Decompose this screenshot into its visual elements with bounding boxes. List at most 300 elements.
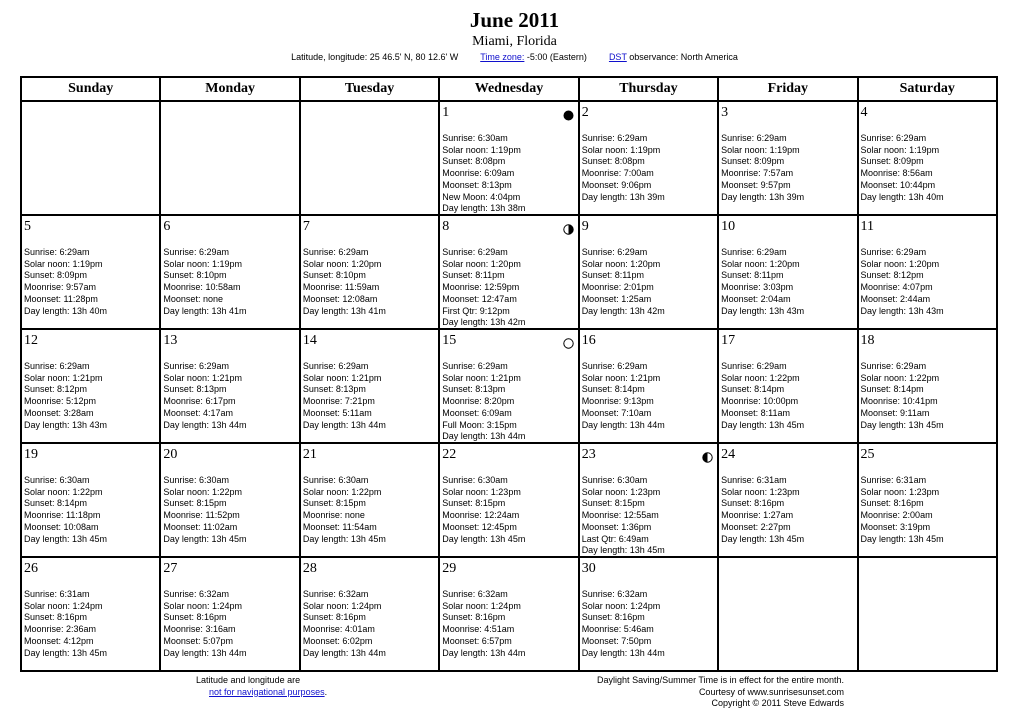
day-info bbox=[721, 475, 804, 545]
day-info-line: Moonset: 6:02pm bbox=[302, 635, 373, 646]
day-cell bbox=[718, 443, 857, 557]
day-info-line: Sunset: 8:11pm bbox=[442, 270, 505, 281]
day-cell bbox=[160, 329, 299, 443]
day-info-line: Day length: 13h 39m bbox=[721, 191, 805, 202]
day-info-line: Day length: 13h 44m bbox=[302, 419, 386, 430]
day-info bbox=[24, 361, 107, 431]
day-info-line: Moonrise: 6:09am bbox=[442, 168, 515, 179]
day-info-line: Sunrise: 6:32am bbox=[302, 589, 369, 599]
day-info-line: Day length: 13h 45m bbox=[24, 647, 108, 658]
day-info-line: Solar noon: 1:22pm bbox=[163, 486, 242, 497]
dst-note: Daylight Saving/Summer Time is in effect for the entire month. bbox=[597, 675, 844, 685]
day-info bbox=[163, 247, 246, 317]
day-info-line: Day length: 13h 45m bbox=[721, 533, 805, 544]
day-number: 15 bbox=[442, 333, 457, 348]
day-info-line: Moonrise: 4:07pm bbox=[860, 282, 933, 293]
day-info-line: Day length: 13h 43m bbox=[860, 305, 944, 316]
day-info-line: Solar noon: 1:21pm bbox=[302, 372, 382, 383]
day-info-line: First Qtr: 9:12pm bbox=[442, 305, 510, 316]
day-info bbox=[303, 475, 386, 545]
empty-day-cell bbox=[160, 101, 299, 215]
day-cell bbox=[21, 443, 160, 557]
day-info-line: Solar noon: 1:23pm bbox=[860, 486, 940, 497]
weekday-header-sunday: Sunday bbox=[21, 77, 160, 101]
day-info-line: Moonset: 7:50pm bbox=[581, 635, 652, 646]
day-number: 1 bbox=[442, 105, 450, 120]
weekday-header-tuesday: Tuesday bbox=[300, 77, 439, 101]
day-number: 26 bbox=[24, 561, 38, 576]
day-info-line: Sunrise: 6:29am bbox=[581, 361, 648, 371]
day-info-line: Day length: 13h 42m bbox=[581, 305, 665, 316]
day-info bbox=[442, 133, 525, 215]
day-info-line: Sunset: 8:14pm bbox=[721, 384, 785, 395]
day-info-line: Sunrise: 6:29am bbox=[860, 247, 927, 257]
latlong-text: Latitude, longitude: 25 46.5' N, 80 12.6' W bbox=[291, 52, 459, 62]
day-info-line: Solar noon: 1:20pm bbox=[581, 258, 661, 269]
nav-note-suffix: . bbox=[324, 686, 328, 697]
day-info-line: Sunset: 8:13pm bbox=[163, 384, 227, 395]
day-info bbox=[582, 589, 665, 659]
copyright-note: Copyright © 2011 Steve Edwards bbox=[711, 698, 844, 708]
week-row bbox=[21, 101, 997, 215]
latlong-note: Latitude and longitude are bbox=[196, 675, 301, 685]
empty-day-cell bbox=[718, 557, 857, 671]
day-info-line: Solar noon: 1:24pm bbox=[24, 600, 103, 611]
day-info-line: Sunrise: 6:29am bbox=[163, 361, 229, 371]
day-info-line: Sunrise: 6:30am bbox=[442, 475, 508, 485]
day-info-line: Day length: 13h 44m bbox=[163, 647, 247, 658]
day-info-line: Moonrise: 1:27am bbox=[721, 510, 794, 521]
day-info bbox=[582, 247, 665, 317]
day-info bbox=[582, 361, 665, 431]
day-info-line: Solar noon: 1:19pm bbox=[442, 144, 521, 155]
day-info-line: Moonrise: 3:03pm bbox=[721, 282, 794, 293]
day-info-line: Solar noon: 1:19pm bbox=[163, 258, 242, 269]
day-info-line: Sunrise: 6:29am bbox=[442, 361, 508, 371]
day-number: 13 bbox=[163, 333, 178, 348]
day-info-line: Sunrise: 6:29am bbox=[721, 133, 787, 143]
day-cell bbox=[439, 557, 578, 671]
day-number: 23 bbox=[581, 447, 596, 462]
day-cell bbox=[300, 443, 439, 557]
day-info-line: Sunrise: 6:29am bbox=[24, 247, 90, 257]
day-cell bbox=[579, 101, 718, 215]
day-info-line: Moonset: 4:12pm bbox=[24, 635, 94, 646]
day-info-line: Solar noon: 1:19pm bbox=[721, 144, 800, 155]
day-info bbox=[163, 589, 246, 659]
day-info-line: Moonset: 1:36pm bbox=[581, 521, 652, 532]
day-info-line: Sunset: 8:09pm bbox=[860, 156, 924, 167]
day-info-line: Day length: 13h 44m bbox=[442, 431, 526, 442]
empty-day-cell bbox=[21, 101, 160, 215]
day-info-line: Moonrise: 11:18pm bbox=[24, 510, 101, 521]
day-number: 24 bbox=[721, 447, 736, 462]
day-info-line: Day length: 13h 45m bbox=[442, 533, 526, 544]
day-info-line: Solar noon: 1:21pm bbox=[24, 372, 103, 383]
day-info-line: Moonrise: 10:58am bbox=[163, 282, 241, 293]
day-cell bbox=[160, 443, 299, 557]
day-info-line: Moonset: 8:13pm bbox=[442, 179, 512, 190]
day-info-line: Moonrise: 10:41pm bbox=[860, 396, 938, 407]
day-info-line: Day length: 13h 44m bbox=[442, 647, 526, 658]
day-info-line: Solar noon: 1:21pm bbox=[581, 372, 661, 383]
day-cell bbox=[579, 557, 718, 671]
day-info-line: Solar noon: 1:24pm bbox=[581, 600, 661, 611]
day-info-line: Moonset: 9:11am bbox=[860, 407, 930, 418]
day-number: 11 bbox=[860, 219, 875, 234]
weekday-header-thursday: Thursday bbox=[579, 77, 718, 101]
day-cell bbox=[439, 443, 578, 557]
day-number: 29 bbox=[442, 561, 457, 576]
day-number: 14 bbox=[302, 333, 317, 348]
day-number: 17 bbox=[721, 333, 736, 348]
day-info-line: Day length: 13h 39m bbox=[581, 191, 665, 202]
day-info-line: Moonset: 9:06pm bbox=[581, 179, 652, 190]
day-info-line: Sunset: 8:08pm bbox=[442, 156, 506, 167]
day-info-line: Day length: 13h 40m bbox=[860, 191, 944, 202]
day-cell bbox=[579, 329, 718, 443]
nav-note-line bbox=[196, 687, 327, 699]
day-info-line: Solar noon: 1:20pm bbox=[721, 258, 800, 269]
day-info-line: Moonset: 2:44am bbox=[860, 293, 931, 304]
day-number: 28 bbox=[302, 561, 317, 576]
day-info-line: Day length: 13h 44m bbox=[302, 647, 386, 658]
day-number: 6 bbox=[163, 219, 171, 234]
day-cell bbox=[858, 101, 997, 215]
week-row bbox=[21, 557, 997, 671]
day-info bbox=[24, 475, 107, 545]
day-info-line: Moonrise: 11:59am bbox=[302, 282, 380, 293]
day-info-line: Sunrise: 6:29am bbox=[581, 133, 648, 143]
empty-day-cell bbox=[300, 101, 439, 215]
day-info-line: Moonset: 8:11am bbox=[721, 407, 790, 418]
day-info-line: Sunrise: 6:30am bbox=[442, 133, 508, 143]
full-moon-icon bbox=[563, 336, 574, 347]
day-info-line: Moonset: 6:57pm bbox=[442, 635, 512, 646]
day-info-line: Moonset: 12:47am bbox=[442, 293, 517, 304]
day-number: 30 bbox=[581, 561, 596, 576]
day-info-line: Sunrise: 6:29am bbox=[302, 361, 369, 371]
day-info-line: Day length: 13h 40m bbox=[24, 305, 108, 316]
day-info-line: New Moon: 4:04pm bbox=[442, 191, 521, 202]
day-info bbox=[582, 133, 665, 203]
day-info-line: Sunset: 8:11pm bbox=[721, 270, 784, 281]
day-cell bbox=[718, 329, 857, 443]
day-info-line: Moonrise: 10:00pm bbox=[721, 396, 799, 407]
day-number: 3 bbox=[721, 105, 729, 120]
location-info-line bbox=[0, 51, 1029, 63]
day-info-line: Sunset: 8:08pm bbox=[581, 156, 645, 167]
day-info-line: Moonset: 3:28am bbox=[24, 407, 94, 418]
day-number: 10 bbox=[721, 219, 736, 234]
day-number: 16 bbox=[581, 333, 596, 348]
day-info-line: Solar noon: 1:21pm bbox=[442, 372, 521, 383]
day-info-line: Solar noon: 1:23pm bbox=[721, 486, 800, 497]
day-info-line: Day length: 13h 38m bbox=[442, 203, 526, 214]
day-info-line: Sunrise: 6:30am bbox=[581, 475, 648, 485]
day-info-line: Solar noon: 1:23pm bbox=[581, 486, 661, 497]
day-info bbox=[442, 475, 525, 545]
day-cell bbox=[21, 557, 160, 671]
day-info-line: Moonset: 2:04am bbox=[721, 293, 791, 304]
day-info-line: Sunrise: 6:32am bbox=[442, 589, 508, 599]
day-cell bbox=[160, 215, 299, 329]
day-info-line: Day length: 13h 45m bbox=[860, 419, 944, 430]
navigational-purposes-link[interactable]: not for navigational purposes bbox=[209, 686, 325, 697]
day-info-line: Moonset: 10:08am bbox=[24, 521, 99, 532]
day-info-line: Moonset: 6:09am bbox=[442, 407, 512, 418]
day-cell bbox=[21, 215, 160, 329]
day-info-line: Sunset: 8:15pm bbox=[302, 498, 366, 509]
day-info-line: Solar noon: 1:24pm bbox=[302, 600, 382, 611]
day-number: 19 bbox=[24, 447, 38, 462]
new-moon-icon bbox=[563, 108, 574, 119]
day-cell bbox=[579, 215, 718, 329]
day-info-line: Sunrise: 6:29am bbox=[860, 361, 927, 371]
day-info-line: Solar noon: 1:20pm bbox=[860, 258, 940, 269]
dst-link[interactable]: DST bbox=[608, 52, 627, 62]
day-info-line: Moonrise: 12:55am bbox=[581, 510, 659, 521]
day-number: 5 bbox=[24, 219, 31, 234]
day-info bbox=[303, 247, 386, 317]
day-info-line: Moonrise: 12:59pm bbox=[442, 282, 520, 293]
day-info-line: Moonrise: 3:16am bbox=[163, 624, 236, 635]
week-row bbox=[21, 215, 997, 329]
day-info-line: Sunset: 8:16pm bbox=[581, 612, 645, 623]
day-info-line: Solar noon: 1:24pm bbox=[442, 600, 521, 611]
day-info-line: Day length: 13h 45m bbox=[581, 545, 665, 556]
day-info-line: Sunrise: 6:32am bbox=[581, 589, 648, 599]
day-info-line: Moonset: 12:45pm bbox=[442, 521, 517, 532]
week-row bbox=[21, 443, 997, 557]
credits-footnote bbox=[540, 675, 844, 710]
day-info-line: Moonset: 7:10am bbox=[581, 407, 652, 418]
day-number: 12 bbox=[24, 333, 38, 348]
day-info-line: Sunrise: 6:31am bbox=[860, 475, 927, 485]
day-info-line: Sunset: 8:14pm bbox=[860, 384, 924, 395]
day-info-line: Day length: 13h 45m bbox=[24, 533, 108, 544]
day-number: 7 bbox=[302, 219, 310, 234]
day-info-line: Sunset: 8:09pm bbox=[24, 270, 88, 281]
latlong-footnote bbox=[196, 675, 327, 698]
day-info-line: Moonrise: 9:13pm bbox=[581, 396, 654, 407]
day-number: 21 bbox=[302, 447, 317, 462]
day-cell bbox=[439, 215, 578, 329]
day-info bbox=[24, 247, 107, 317]
day-info-line: Last Qtr: 6:49am bbox=[581, 533, 649, 544]
day-info-line: Moonset: 11:54am bbox=[302, 521, 377, 532]
day-info-line: Day length: 13h 45m bbox=[721, 419, 805, 430]
day-info-line: Sunset: 8:16pm bbox=[860, 498, 924, 509]
day-cell bbox=[439, 329, 578, 443]
week-row bbox=[21, 329, 997, 443]
day-cell bbox=[160, 557, 299, 671]
day-info-line: Moonrise: 5:12pm bbox=[24, 396, 97, 407]
day-info-line: Sunrise: 6:31am bbox=[721, 475, 787, 485]
day-info bbox=[861, 361, 944, 431]
calendar-grid bbox=[20, 76, 998, 672]
day-info-line: Sunset: 8:12pm bbox=[24, 384, 88, 395]
day-info-line: Solar noon: 1:23pm bbox=[442, 486, 521, 497]
day-cell bbox=[718, 101, 857, 215]
day-info-line: Sunset: 8:13pm bbox=[442, 384, 506, 395]
day-info bbox=[442, 247, 525, 329]
day-info-line: Day length: 13h 41m bbox=[163, 305, 247, 316]
day-info-line: Sunset: 8:13pm bbox=[302, 384, 366, 395]
day-info-line: Sunrise: 6:29am bbox=[721, 247, 787, 257]
day-info-line: Full Moon: 3:15pm bbox=[442, 419, 517, 430]
day-info-line: Moonrise: 12:24am bbox=[442, 510, 520, 521]
day-cell bbox=[439, 101, 578, 215]
day-info-line: Sunset: 8:10pm bbox=[163, 270, 227, 281]
day-info-line: Moonset: 12:08am bbox=[302, 293, 378, 304]
day-cell bbox=[718, 215, 857, 329]
empty-day-cell bbox=[858, 557, 997, 671]
day-cell bbox=[300, 215, 439, 329]
day-info-line: Solar noon: 1:22pm bbox=[721, 372, 800, 383]
day-info-line: Solar noon: 1:20pm bbox=[302, 258, 382, 269]
page-title: June 2011 bbox=[469, 8, 560, 32]
day-info-line: Sunrise: 6:30am bbox=[24, 475, 90, 485]
day-info bbox=[721, 361, 804, 431]
day-number: 9 bbox=[581, 219, 589, 234]
day-info-line: Moonrise: none bbox=[302, 510, 365, 521]
last-quarter-moon-icon bbox=[702, 450, 713, 461]
day-info bbox=[721, 133, 804, 203]
day-info-line: Moonset: 11:02am bbox=[163, 521, 238, 532]
day-number: 20 bbox=[163, 447, 178, 462]
day-info-line: Moonrise: 8:56am bbox=[860, 168, 933, 179]
day-info-line: Moonset: none bbox=[163, 293, 223, 304]
weekday-header-monday: Monday bbox=[160, 77, 299, 101]
day-info-line: Sunset: 8:16pm bbox=[442, 612, 506, 623]
day-info-line: Sunset: 8:16pm bbox=[721, 498, 785, 509]
day-cell bbox=[858, 329, 997, 443]
day-info-line: Sunset: 8:09pm bbox=[721, 156, 785, 167]
day-cell bbox=[300, 329, 439, 443]
day-info-line: Sunset: 8:12pm bbox=[860, 270, 924, 281]
day-info bbox=[303, 361, 386, 431]
day-info-line: Moonrise: 4:01am bbox=[302, 624, 375, 635]
day-info-line: Moonrise: 8:20pm bbox=[442, 396, 515, 407]
day-number: 18 bbox=[860, 333, 875, 348]
day-info-line: Moonrise: 11:52pm bbox=[163, 510, 240, 521]
day-info-line: Sunset: 8:16pm bbox=[302, 612, 366, 623]
day-info bbox=[861, 133, 944, 203]
day-info-line: Moonset: 11:28pm bbox=[24, 293, 98, 304]
day-cell bbox=[858, 215, 997, 329]
day-info-line: Day length: 13h 41m bbox=[302, 305, 386, 316]
day-info-line: Sunset: 8:15pm bbox=[442, 498, 506, 509]
day-info-line: Sunset: 8:16pm bbox=[24, 612, 88, 623]
day-info bbox=[861, 475, 944, 545]
weekday-header-saturday: Saturday bbox=[858, 77, 997, 101]
day-info-line: Day length: 13h 45m bbox=[163, 533, 247, 544]
day-info-line: Moonset: 3:19pm bbox=[860, 521, 931, 532]
day-info-line: Moonset: 2:27pm bbox=[721, 521, 791, 532]
day-info-line: Moonrise: 6:17pm bbox=[163, 396, 236, 407]
day-info-line: Sunset: 8:15pm bbox=[581, 498, 645, 509]
day-info bbox=[721, 247, 804, 317]
day-info bbox=[303, 589, 386, 659]
day-number: 22 bbox=[442, 447, 457, 462]
day-info-line: Sunrise: 6:30am bbox=[302, 475, 369, 485]
dst-value: observance: North America bbox=[626, 52, 738, 62]
day-info-line: Sunrise: 6:29am bbox=[581, 247, 648, 257]
day-info-line: Day length: 13h 44m bbox=[581, 647, 665, 658]
day-info bbox=[24, 589, 107, 659]
location-subtitle: Miami, Florida bbox=[472, 34, 557, 49]
day-number: 4 bbox=[860, 105, 868, 120]
day-info bbox=[442, 361, 525, 443]
day-info-line: Solar noon: 1:24pm bbox=[163, 600, 242, 611]
day-info-line: Solar noon: 1:22pm bbox=[24, 486, 103, 497]
day-info-line: Sunrise: 6:29am bbox=[721, 361, 787, 371]
day-info-line: Solar noon: 1:21pm bbox=[163, 372, 242, 383]
day-info-line: Solar noon: 1:22pm bbox=[860, 372, 940, 383]
calendar-body bbox=[21, 101, 997, 671]
day-number: 25 bbox=[860, 447, 875, 462]
day-info-line: Solar noon: 1:22pm bbox=[302, 486, 382, 497]
day-cell bbox=[21, 329, 160, 443]
day-number: 27 bbox=[163, 561, 178, 576]
courtesy-note: Courtesy of www.sunrisesunset.com bbox=[698, 686, 844, 697]
day-info-line: Moonrise: 7:21pm bbox=[302, 396, 375, 407]
day-info-line: Moonrise: 2:36am bbox=[24, 624, 97, 635]
day-info-line: Day length: 13h 42m bbox=[442, 317, 526, 328]
time-zone-link[interactable]: Time zone: bbox=[480, 52, 525, 62]
day-info-line: Moonset: 1:25am bbox=[581, 293, 652, 304]
day-info-line: Sunrise: 6:29am bbox=[860, 133, 927, 143]
day-number: 2 bbox=[581, 105, 589, 120]
time-zone-value: -5:00 (Eastern) bbox=[524, 52, 587, 62]
day-info-line: Moonrise: 4:51am bbox=[442, 624, 515, 635]
day-info-line: Day length: 13h 44m bbox=[163, 419, 247, 430]
day-info-line: Moonrise: 5:46am bbox=[581, 624, 654, 635]
day-cell bbox=[858, 443, 997, 557]
day-info-line: Sunrise: 6:29am bbox=[163, 247, 229, 257]
day-info-line: Sunset: 8:10pm bbox=[302, 270, 366, 281]
weekday-header-wednesday: Wednesday bbox=[439, 77, 578, 101]
day-info bbox=[861, 247, 944, 317]
day-info-line: Moonset: 9:57pm bbox=[721, 179, 791, 190]
day-info-line: Moonrise: 2:01pm bbox=[581, 282, 654, 293]
day-info-line: Sunset: 8:16pm bbox=[163, 612, 227, 623]
day-info-line: Moonrise: 7:00am bbox=[581, 168, 654, 179]
day-info-line: Sunrise: 6:32am bbox=[163, 589, 229, 599]
day-cell bbox=[579, 443, 718, 557]
day-info-line: Moonset: 5:11am bbox=[302, 407, 372, 418]
weekday-header-friday: Friday bbox=[718, 77, 857, 101]
day-info bbox=[163, 361, 246, 431]
weekday-header-row bbox=[21, 77, 997, 101]
day-info-line: Day length: 13h 43m bbox=[721, 305, 805, 316]
day-info bbox=[582, 475, 665, 557]
day-info-line: Sunset: 8:14pm bbox=[581, 384, 645, 395]
day-info bbox=[163, 475, 246, 545]
day-cell bbox=[300, 557, 439, 671]
day-info bbox=[442, 589, 525, 659]
day-info-line: Moonset: 4:17am bbox=[163, 407, 233, 418]
day-info-line: Day length: 13h 45m bbox=[302, 533, 386, 544]
day-info-line: Day length: 13h 43m bbox=[24, 419, 108, 430]
day-info-line: Sunset: 8:14pm bbox=[24, 498, 88, 509]
day-info-line: Solar noon: 1:19pm bbox=[581, 144, 661, 155]
day-info-line: Moonrise: 7:57am bbox=[721, 168, 794, 179]
day-info-line: Solar noon: 1:19pm bbox=[24, 258, 103, 269]
day-info-line: Day length: 13h 45m bbox=[860, 533, 944, 544]
day-info-line: Sunrise: 6:30am bbox=[163, 475, 229, 485]
